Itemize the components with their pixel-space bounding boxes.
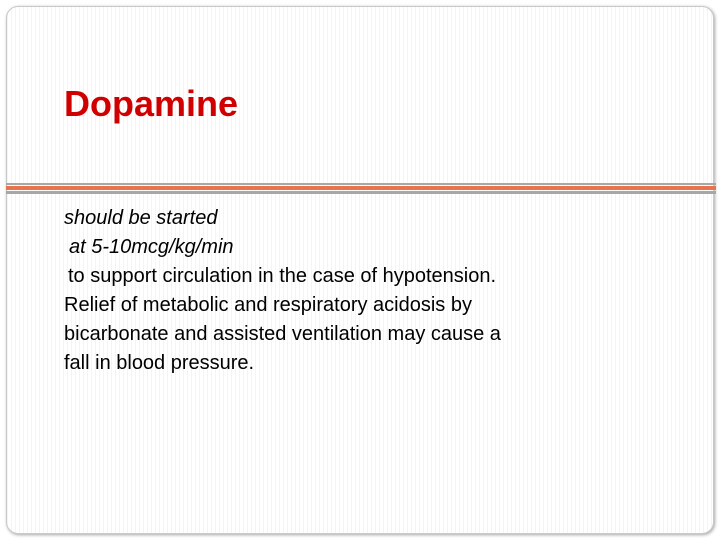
body-line-support: to support circulation in the case of hypotension.	[68, 265, 497, 287]
body-line-relief: Relief of metabolic and respiratory acidosis by	[64, 294, 472, 316]
title-divider-accent	[6, 186, 716, 190]
body-line-dose: at 5-10mcg/kg/min	[69, 236, 234, 258]
title-divider-bottom	[6, 191, 716, 194]
body-line-start: should be started	[64, 207, 218, 229]
slide-title: Dopamine	[64, 83, 239, 124]
slide-body	[64, 204, 664, 378]
title-divider-top	[6, 183, 716, 185]
body-line-bicarbonate: bicarbonate and assisted ventilation may cause a	[64, 323, 501, 345]
body-line-pressure: fall in blood pressure.	[64, 352, 255, 374]
